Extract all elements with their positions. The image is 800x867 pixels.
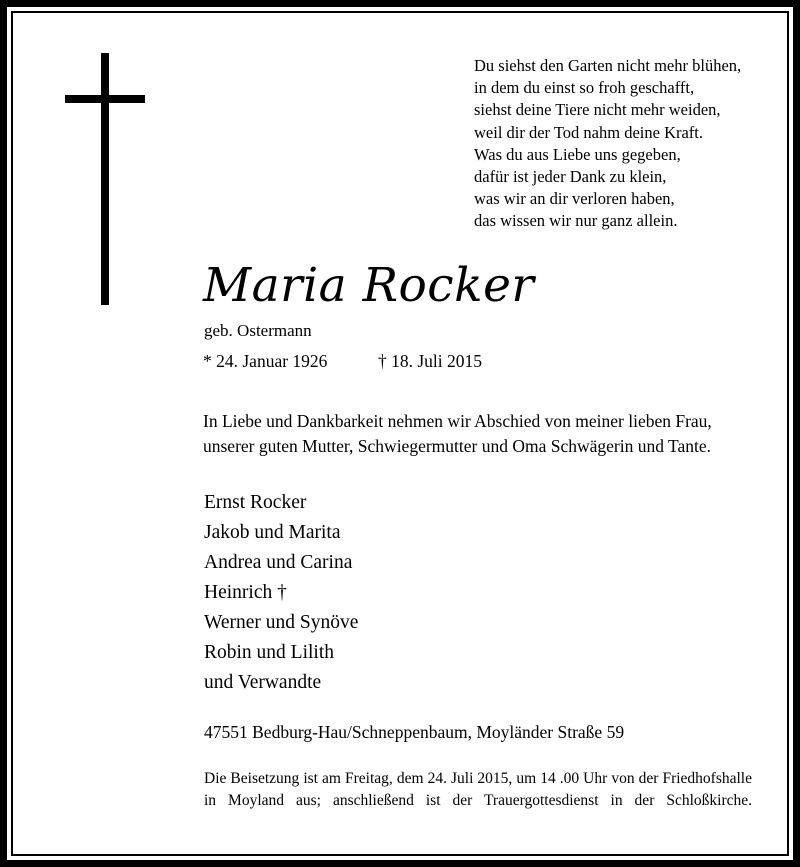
family-member: und Verwandte [204, 672, 322, 693]
family-member: Jakob und Marita [204, 522, 341, 543]
birth-date: * 24. Januar 1926 [203, 351, 328, 371]
dedication-line: In Liebe und Dankbarkeit nehmen wir Abschied von meiner lieben Frau, [203, 411, 712, 431]
poem-line: in dem du einst so froh geschafft, [474, 78, 695, 98]
dedication-text [203, 409, 759, 458]
poem-line: das wissen wir nur ganz allein. [474, 211, 678, 231]
poem-line: Was du aus Liebe uns gegeben, [474, 144, 681, 164]
cross-vertical-bar [101, 53, 109, 305]
poem-line: Du siehst den Garten nicht mehr blühen, [474, 56, 742, 75]
family-address: 47551 Bedburg-Hau/Schneppenbaum, Moyländer Straße 59 [204, 722, 625, 742]
family-members-list [204, 488, 534, 698]
family-member: Andrea und Carina [204, 552, 353, 573]
family-member: Ernst Rocker [204, 492, 307, 513]
frame-inner-rule [11, 11, 789, 856]
life-dates [203, 350, 533, 373]
cross-horizontal-bar [65, 95, 145, 103]
dedication-line: unserer guten Mutter, Schwiegermutter und Oma Schwägerin und Tante. [203, 435, 712, 456]
family-member: Werner und Synöve [204, 612, 359, 633]
deceased-maiden-name: geb. Ostermann [204, 321, 312, 340]
funeral-details: Die Beisetzung ist am Freitag, dem 24. Juli 2015, um 14 .00 Uhr von der Friedhofshalle in Moyland aus; anschließend ist der Trauergottesdienst in der Schloßkirche. [204, 770, 752, 809]
notice-page [13, 13, 787, 854]
poem-line: weil dir der Tod nahm deine Kraft. [474, 122, 704, 142]
poem-line: dafür ist jeder Dank zu klein, [474, 167, 667, 187]
poem-line: was wir an dir verloren haben, [474, 189, 675, 209]
latin-cross-icon [57, 53, 147, 305]
family-member: Robin und Lilith [204, 642, 335, 663]
memorial-poem [474, 55, 774, 233]
frame-outer-gap [7, 7, 793, 860]
deceased-name: Maria Rocker [203, 258, 535, 313]
family-member: Heinrich † [204, 582, 287, 603]
death-date: † 18. Juli 2015 [378, 351, 483, 371]
poem-line: siehst deine Tiere nicht mehr weiden, [474, 100, 721, 120]
